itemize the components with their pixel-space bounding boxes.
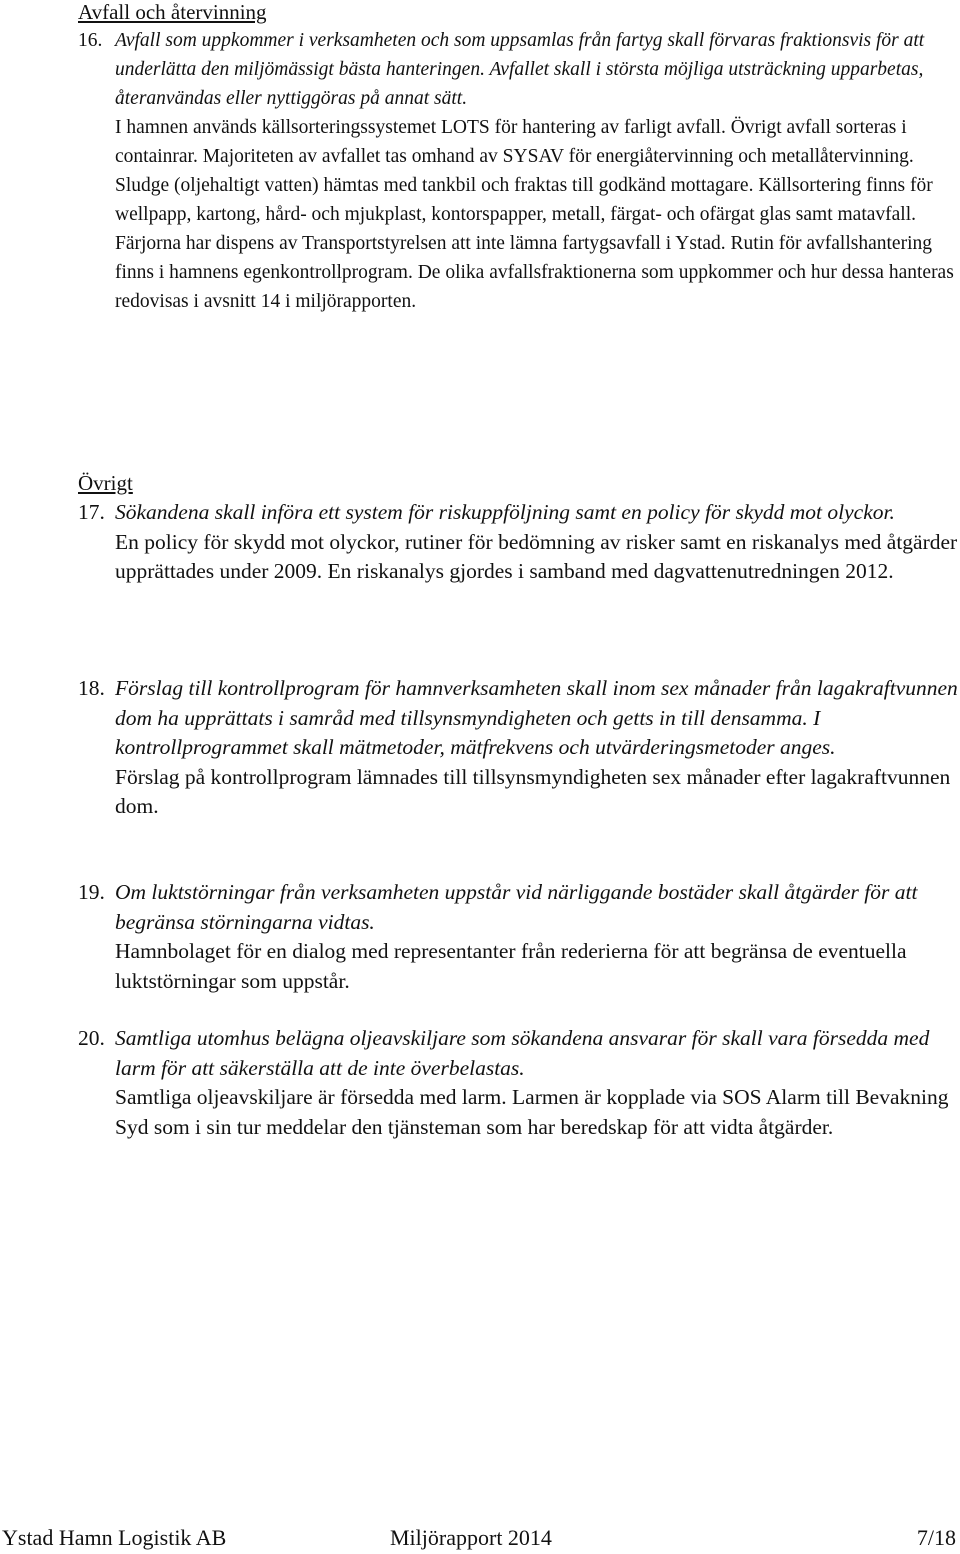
condition-item-16 xyxy=(78,26,958,316)
condition-requirement-text: Samtliga utomhus belägna oljeavskiljare som sökandena ansvarar för skall vara försedda med larm för att säkerställa att de inte överbelastas. xyxy=(115,1026,930,1080)
section-heading-ovrigt: Övrigt xyxy=(78,471,133,495)
condition-requirement-text: Om luktstörningar från verksamheten uppstår vid närliggande bostäder skall åtgärder för att begränsa störningarna vidtas. xyxy=(115,880,918,934)
condition-item-19 xyxy=(78,878,958,996)
condition-response-text: En policy för skydd mot olyckor, rutiner för bedömning av risker samt en riskanalys med åtgärder upprättades under 2009. En riskanalys gjordes i samband med dagvattenutredningen 2012. xyxy=(115,529,958,583)
condition-number: 17. xyxy=(78,500,105,524)
condition-item-18 xyxy=(78,674,958,822)
condition-requirement-text: Förslag till kontrollprogram för hamnverksamheten skall inom sex månader från lagakraftvunnen dom ha upprättats i samråd med tillsynsmyndigheten och getts in till densamma. I kontrollprogrammet skall mätmetoder, mätfrekvens och utvärderingsmetoder anges. xyxy=(115,676,958,759)
condition-response-text: Hamnbolaget för en dialog med representanter från rederierna för att begränsa de eventuella luktstörningar som uppstår. xyxy=(115,939,907,993)
condition-number: 19. xyxy=(78,880,105,904)
condition-response-text: I hamnen används källsorteringssystemet LOTS för hantering av farligt avfall. Övrigt avfall sorteras i containrar. Majoriteten av avfallet tas omhand av SYSAV för energiåtervinning och metallåtervinning. Sludge (oljehaltigt vatten) hämtas med tankbil och fraktas till godkänd mottagare. Källsortering finns för wellpapp, kartong, hård- och mjukplast, kontorspapper, metall, färgat- och ofärgat glas samt matavfall. Färjorna har dispens av Transportstyrelsen att inte lämna fartygsavfall i Ystad. Rutin för avfallshantering finns i hamnens egenkontrollprogram. De olika avfallsfraktionerna som uppkommer och hur dessa hanteras redovisas i avsnitt 14 i miljörapporten. xyxy=(115,117,954,312)
condition-requirement-text: Avfall som uppkommer i verksamheten och som uppsamlas från fartyg skall förvaras fraktionsvis för att underlätta den miljömässigt bästa hanteringen. Avfallet skall i största möjliga utsträckning upparbetas, återanvändas eller nyttiggöras på annat sätt. xyxy=(115,30,925,109)
condition-number: 18. xyxy=(78,676,105,700)
condition-number: 20. xyxy=(78,1026,105,1050)
condition-requirement-text: Sökandena skall införa ett system för riskuppföljning samt en policy för skydd mot olyckor. xyxy=(115,500,895,524)
condition-number: 16. xyxy=(78,30,103,51)
condition-item-17 xyxy=(78,498,958,587)
condition-response-text: Förslag på kontrollprogram lämnades till tillsynsmyndigheten sex månader efter lagakraftvunnen dom. xyxy=(115,764,951,818)
footer-report-title: Miljörapport 2014 xyxy=(390,1525,552,1550)
condition-response-text: Samtliga oljeavskiljare är försedda med larm. Larmen är kopplade via SOS Alarm till Bevakning Syd som i sin tur meddelar den tjänsteman som har beredskap för att vidta åtgärder. xyxy=(115,1085,949,1139)
footer-page-number: 7/18 xyxy=(916,1525,956,1550)
section-heading-avfall: Avfall och återvinning xyxy=(78,0,267,24)
footer-company: Ystad Hamn Logistik AB xyxy=(2,1525,227,1550)
condition-item-20 xyxy=(78,1024,958,1142)
